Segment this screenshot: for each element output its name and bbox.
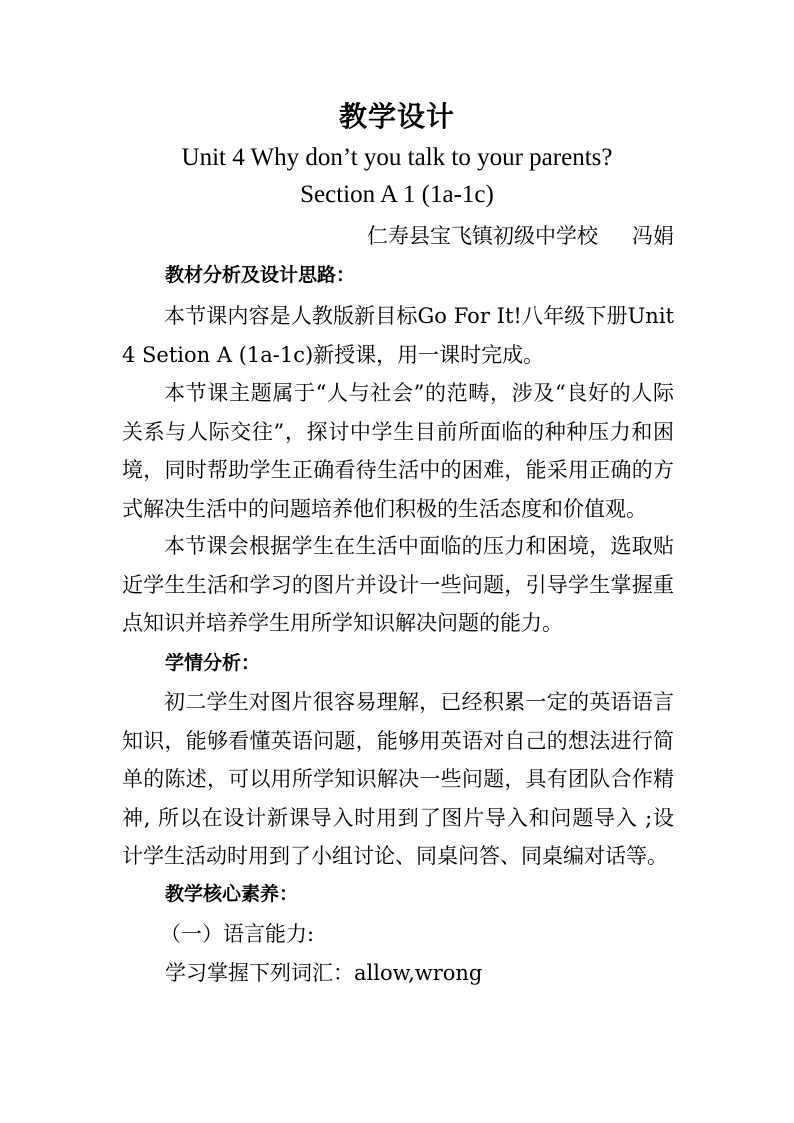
- author-line: [367, 219, 674, 253]
- material-paragraph-1: 本节课内容是人教版新目标Go For It!八年级下册Unit 4 Setion A (1a-1c)新授课，用一课时完成。: [122, 304, 674, 367]
- material-paragraph-3: 本节课会根据学生在生活中面临的压力和困境，选取贴近学生生活和学习的图片并设计一些问题，引导学生掌握重点知识并培养学生用所学知识解决问题的能力。: [122, 534, 674, 635]
- vocabulary-line: 学习掌握下列词汇：allow,wrong: [165, 961, 483, 985]
- material-analysis-heading: 教材分析及设计思路：: [165, 264, 356, 286]
- core-literacy-heading: 教学核心素养：: [165, 883, 299, 905]
- section-title: Section A 1 (1a-1c): [300, 181, 494, 208]
- school-name: 仁寿县宝飞镇初级中学校: [367, 224, 598, 248]
- unit-title: Unit 4 Why don’t you talk to your parents?: [181, 144, 613, 171]
- language-ability-subheading: （一）语言能力:: [160, 922, 315, 946]
- document-title: 教学设计: [338, 100, 455, 133]
- author-name: 冯娟: [632, 224, 674, 248]
- student-analysis-heading: 学情分析：: [165, 652, 261, 674]
- student-analysis-paragraph: 初二学生对图片很容易理解，已经积累一定的英语语言知识，能够看懂英语问题，能够用英语对自己的想法进行简单的陈述，可以用所学知识解决一些问题，具有团队合作精神, 所以在设计新课导入时用到了图片导入和问题导入 ;设计学生活动时用到了小组讨论、同桌问答、同桌编对话等。: [122, 690, 674, 868]
- material-paragraph-2: 本节课主题属于“人与社会”的范畴，涉及“良好的人际关系与人际交往”，探讨中学生目前所面临的种种压力和困境，同时帮助学生正确看待生活中的困难，能采用正确的方式解决生活中的问题培养他们积极的生活态度和价值观。: [122, 381, 674, 521]
